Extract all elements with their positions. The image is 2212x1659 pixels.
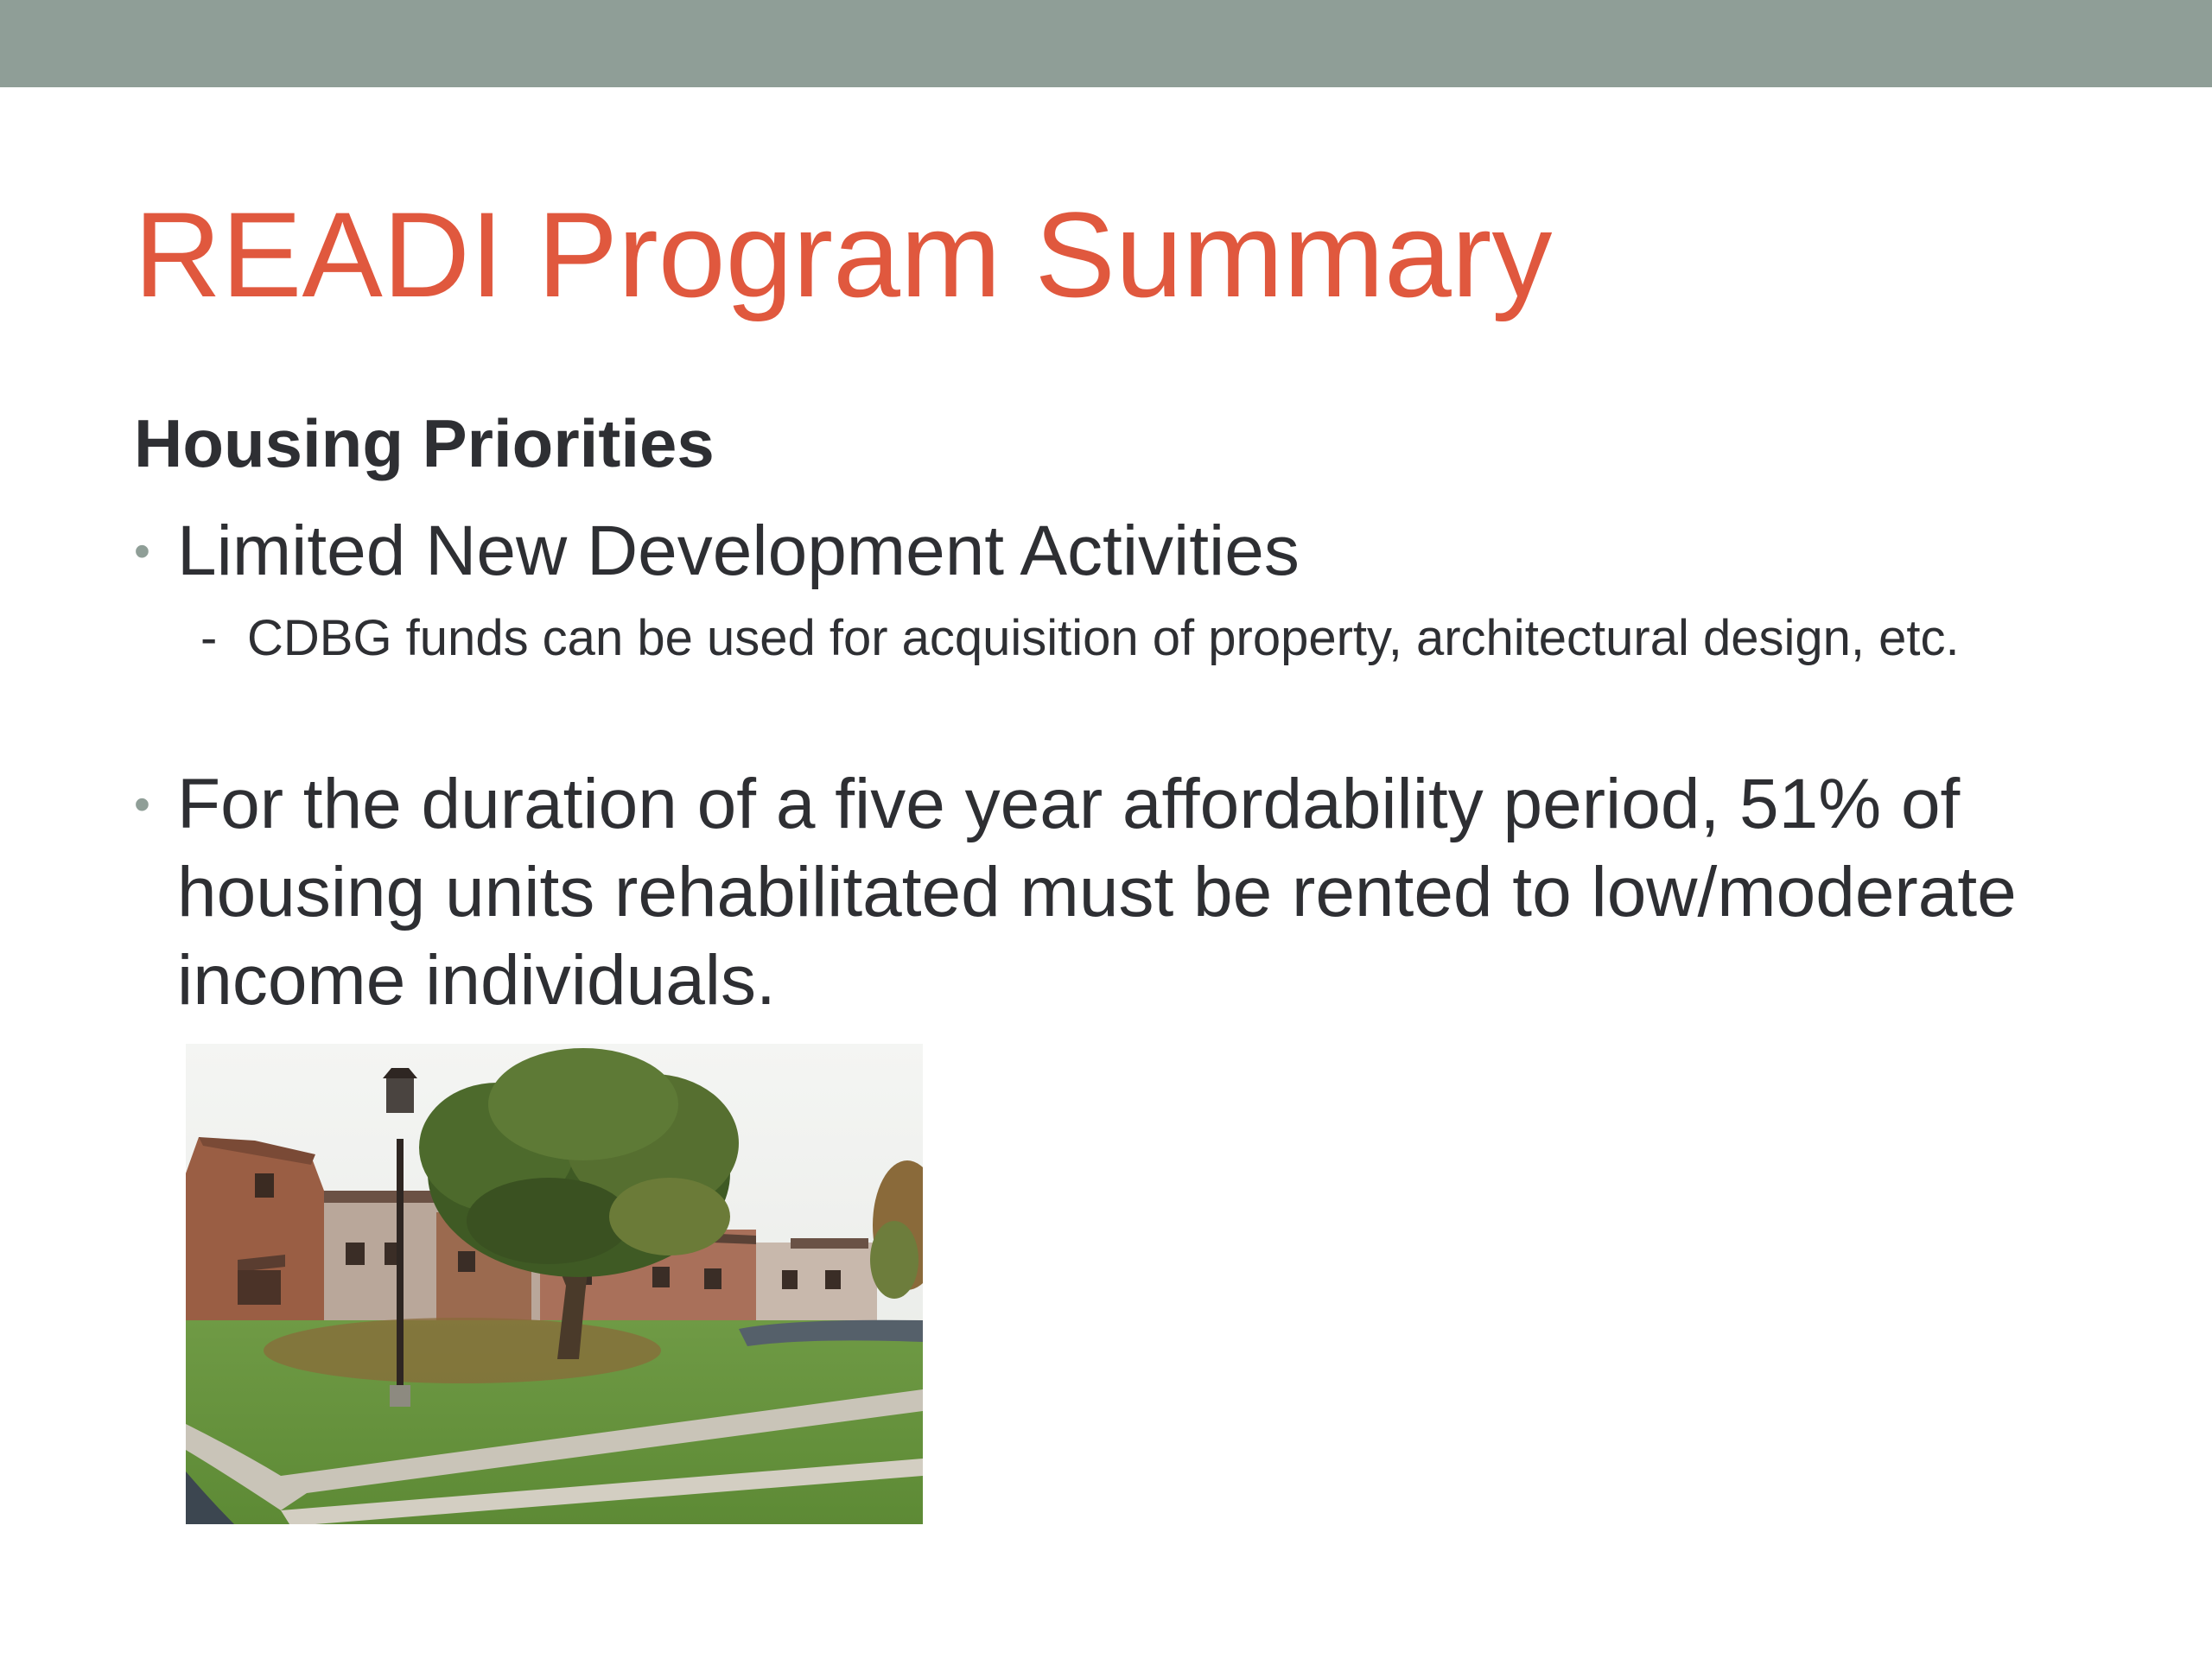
bullet-marker: •: [134, 779, 150, 830]
bullet-item: [134, 507, 2078, 595]
bullet-text: Limited New Development Activities: [177, 512, 1300, 590]
sub-bullet-text: CDBG funds can be used for acquisition of property, architectural design, etc.: [247, 610, 1960, 666]
sub-bullet-marker: -: [200, 610, 218, 666]
apartment-building-photo: [186, 1044, 923, 1524]
photo-fallen-leaves: [264, 1318, 661, 1383]
slide-title: READI Program Summary: [134, 187, 1553, 322]
bullet-item: [134, 760, 2078, 1037]
section-heading: Housing Priorities: [134, 405, 715, 481]
top-accent-band: [0, 0, 2212, 87]
bullet-text: For the duration of a five year affordability period, 51% of housing units rehabilitated must be rented to low/moderate income individuals.: [177, 765, 2017, 1020]
sub-bullet-item: [197, 605, 2046, 672]
bullet-marker: •: [134, 525, 150, 577]
